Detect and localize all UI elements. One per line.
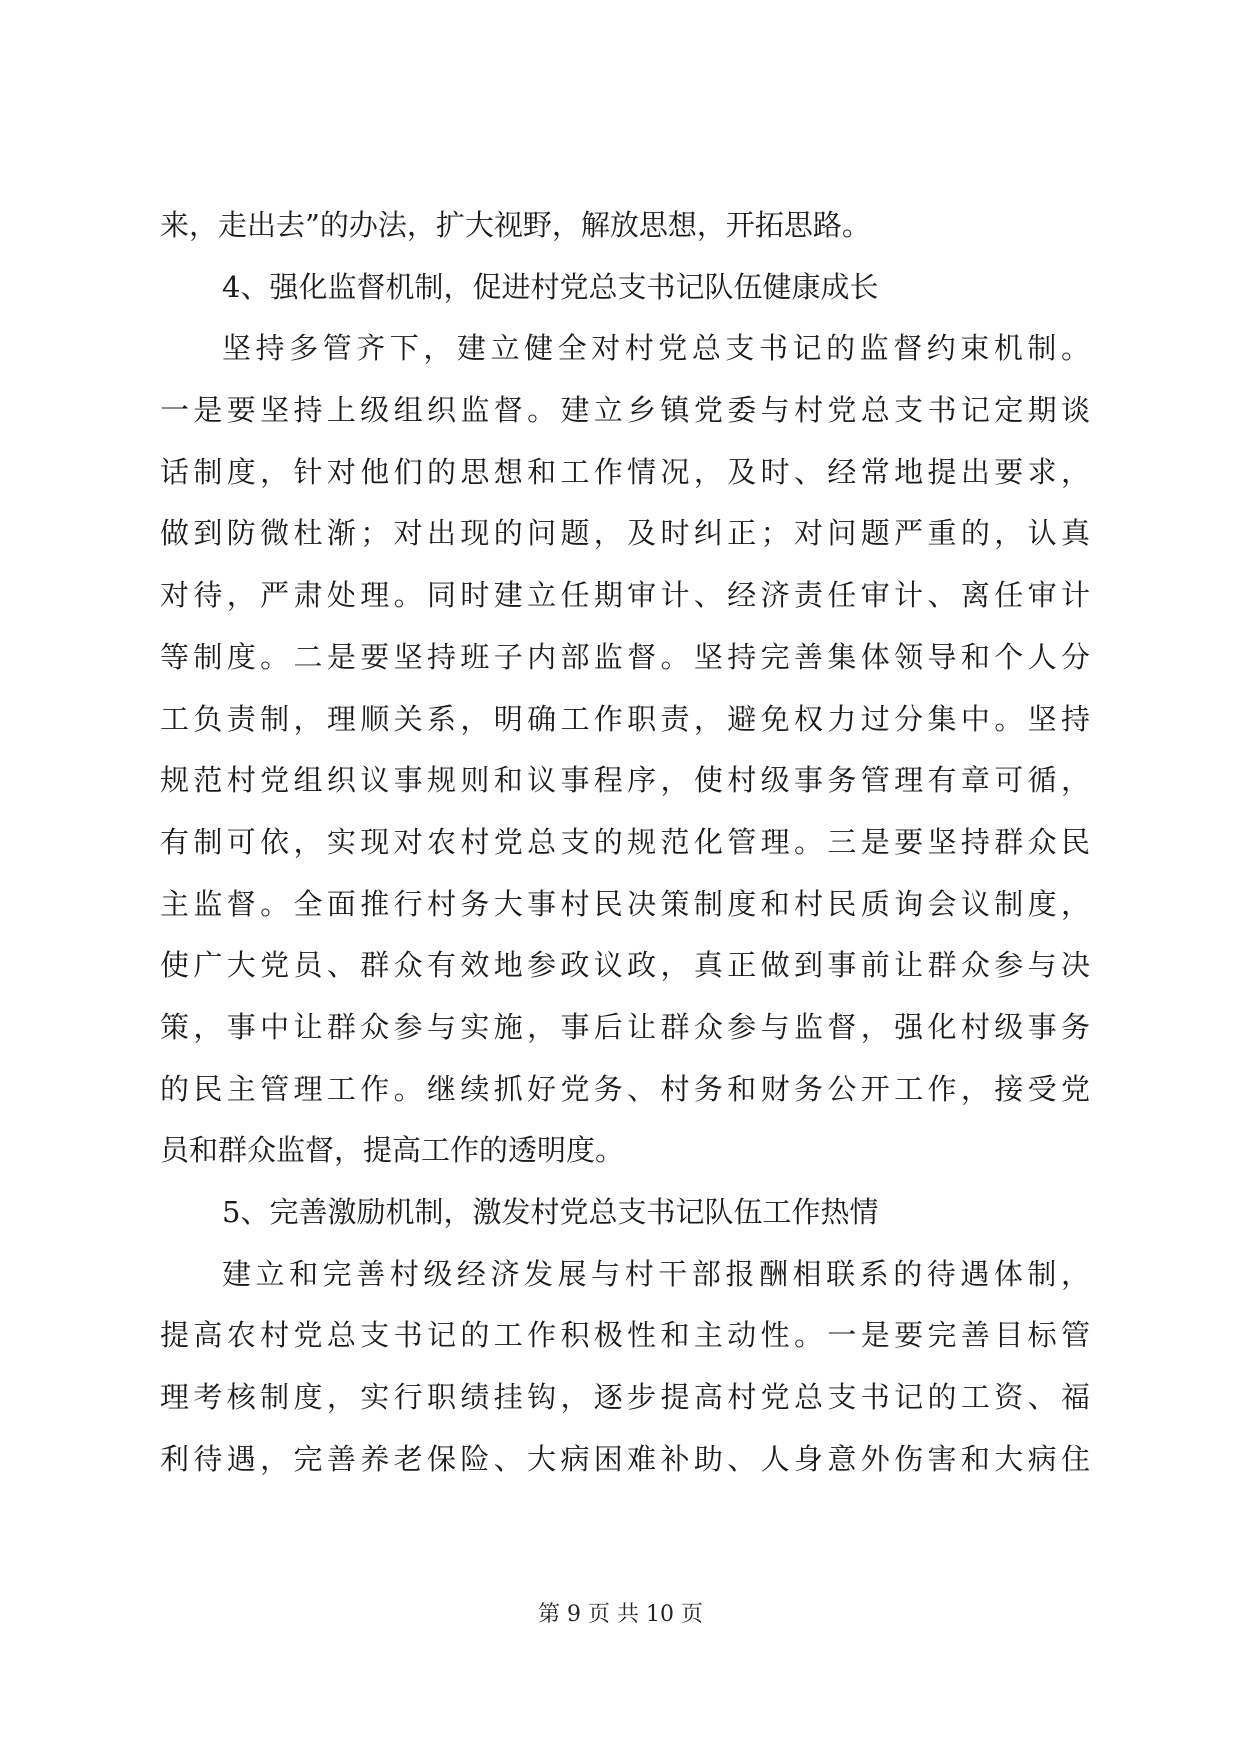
text-line: 利待遇，完善养老保险、大病困难补助、人身意外伤害和大病住 [160,1441,1090,1476]
text-line: 的民主管理工作。继续抓好党务、村务和财务公开工作，接受党 [160,1071,1090,1106]
body-text [160,195,1090,1490]
section-heading-4: 4、强化监督机制，促进村党总支书记队伍健康成长 [222,269,879,304]
text-line: 等制度。二是要坚持班子内部监督。坚持完善集体领导和个人分 [160,639,1090,674]
text-line: 有制可依，实现对农村党总支的规范化管理。三是要坚持群众民 [160,824,1090,859]
section-heading-5: 5、完善激励机制，激发村党总支书记队伍工作热情 [222,1195,879,1229]
text-line: 话制度，针对他们的思想和工作情况，及时、经常地提出要求， [160,454,1090,489]
text-line: 策，事中让群众参与实施，事后让群众参与监督，强化村级事务 [160,1009,1090,1044]
text-line: 建立和完善村级经济发展与村干部报酬相联系的待遇体制， [222,1256,1090,1291]
text-line: 对待，严肃处理。同时建立任期审计、经济责任审计、离任审计 [160,578,1090,613]
text-line: 做到防微杜渐；对出现的问题，及时纠正；对问题严重的，认真 [160,516,1090,551]
text-line: 来，走出去”的办法，扩大视野，解放思想，开拓思路。 [160,208,871,242]
text-line: 主监督。全面推行村务大事村民决策制度和村民质询会议制度， [160,886,1090,921]
text-line: 提高农村党总支书记的工作积极性和主动性。一是要完善目标管 [160,1318,1090,1353]
page-number-label: 第 9 页 共 10 页 [538,1602,703,1627]
text-line: 使广大党员、群众有效地参政议政，真正做到事前让群众参与决 [160,948,1090,983]
text-line: 理考核制度，实行职绩挂钩，逐步提高村党总支书记的工资、福 [160,1380,1090,1415]
text-line: 员和群众监督，提高工作的透明度。 [160,1133,625,1168]
page-footer [0,1600,1241,1630]
text-line: 一是要坚持上级组织监督。建立乡镇党委与村党总支书记定期谈 [160,393,1090,428]
text-line: 坚持多管齐下，建立健全对村党总支书记的监督约束机制。 [222,331,1090,366]
text-line: 规范村党组织议事规则和议事程序，使村级事务管理有章可循， [160,763,1090,798]
text-line: 工负责制，理顺关系，明确工作职责，避免权力过分集中。坚持 [160,701,1090,736]
